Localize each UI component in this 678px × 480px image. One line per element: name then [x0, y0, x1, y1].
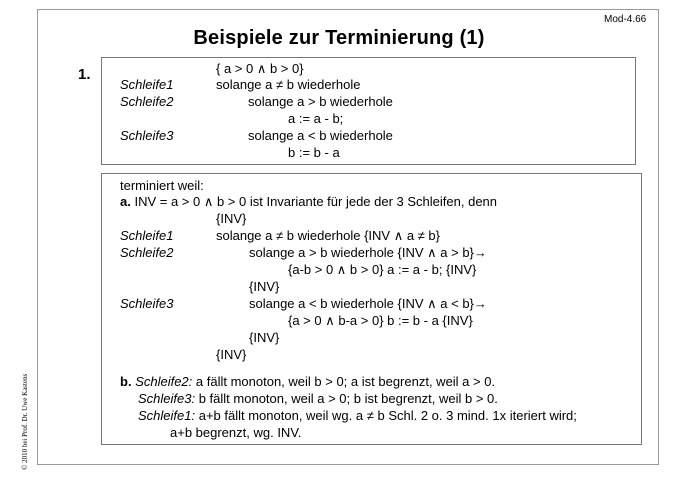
- loop2-body: a := a - b;: [288, 111, 344, 126]
- proof-intro: terminiert weil:: [120, 178, 204, 193]
- proof-loop2-name: Schleife2: [120, 245, 174, 260]
- program-box: [101, 57, 636, 165]
- loop1-head: solange a ≠ b wiederhole: [216, 77, 361, 92]
- loop2-head: solange a > b wiederhole: [248, 94, 393, 109]
- proof-loop1-line: solange a ≠ b wiederhole {INV ∧ a ≠ b}: [216, 228, 440, 243]
- part-b-line-3: Schleife1: a+b fällt monoton, weil wg. a ≠ b Schl. 2 o. 3 mind. 1x iteriert wird;: [138, 408, 577, 423]
- proof-loop3-body: {a > 0 ∧ b-a > 0} b := b - a {INV}: [288, 313, 473, 328]
- proof-box: [101, 173, 642, 445]
- part-b-line-4: a+b begrenzt, wg. INV.: [170, 425, 302, 440]
- proof-loop3-line: solange a < b wiederhole {INV ∧ a < b}→: [249, 296, 487, 311]
- proof-loop3-name: Schleife3: [120, 296, 174, 311]
- part-a-line: a. INV = a > 0 ∧ b > 0 ist Invariante für jede der 3 Schleifen, denn: [120, 194, 498, 209]
- inv-3: {INV}: [249, 330, 280, 345]
- inv-2: {INV}: [249, 279, 280, 294]
- item-number: 1.: [78, 66, 91, 83]
- loop2-name: Schleife2: [120, 94, 174, 109]
- loop1-name: Schleife1: [120, 77, 174, 92]
- proof-loop2-body: {a-b > 0 ∧ b > 0} a := a - b; {INV}: [288, 262, 477, 277]
- part-b-line-1: b. Schleife2: a fällt monoton, weil b > 0; a ist begrenzt, weil a > 0.: [120, 374, 496, 389]
- slide-title: Beispiele zur Terminierung (1): [193, 27, 485, 49]
- loop3-head: solange a < b wiederhole: [248, 128, 393, 143]
- precondition: { a > 0 ∧ b > 0}: [216, 61, 304, 76]
- loop3-body: b := b - a: [288, 145, 340, 160]
- proof-loop1-name: Schleife1: [120, 228, 174, 243]
- part-b-line-2: Schleife3: b fällt monoton, weil a > 0; b ist begrenzt, weil b > 0.: [138, 391, 498, 406]
- loop3-name: Schleife3: [120, 128, 174, 143]
- proof-loop2-line: solange a > b wiederhole {INV ∧ a > b}→: [249, 245, 487, 260]
- inv-1: {INV}: [216, 211, 247, 226]
- slide-id: Mod-4.66: [604, 14, 647, 25]
- copyright-notice: © 2010 bei Prof. Dr. Uwe Kastens: [21, 373, 29, 470]
- inv-4: {INV}: [216, 347, 247, 362]
